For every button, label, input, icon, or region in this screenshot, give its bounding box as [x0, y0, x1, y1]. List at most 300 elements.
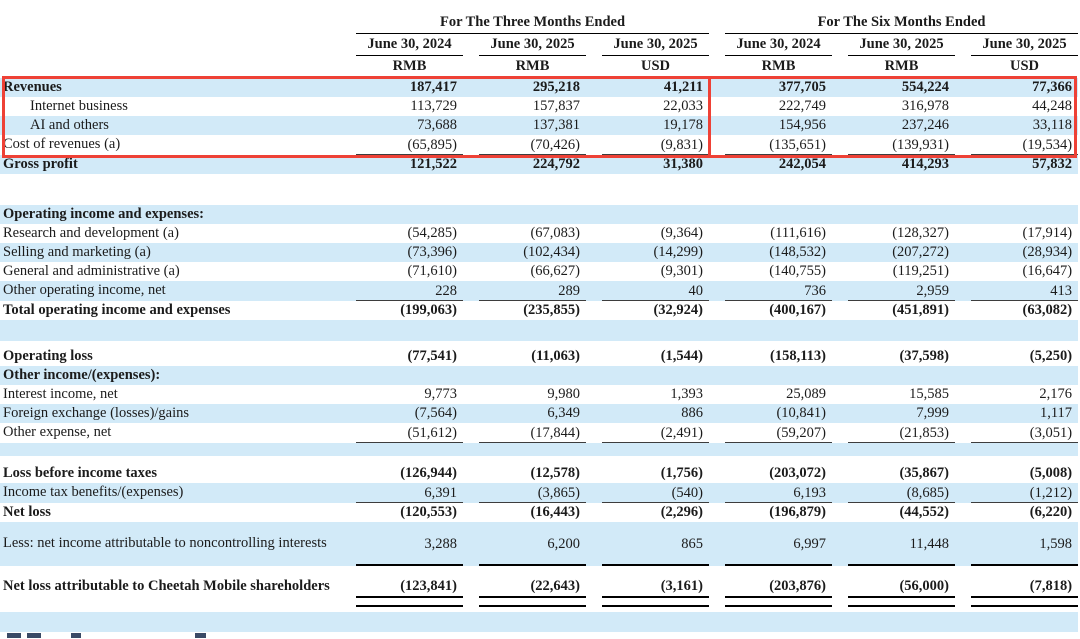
- cell-value: (7,564): [414, 405, 457, 421]
- value-cell: [832, 205, 955, 224]
- value-cell: [955, 243, 1078, 262]
- row-label: Income tax benefits/(expenses): [3, 484, 184, 501]
- table-row: [0, 522, 1078, 566]
- date-label: June 30, 2024: [356, 36, 463, 56]
- value-cell: [955, 155, 1078, 174]
- column-rule: [725, 442, 832, 443]
- spacer-row: [0, 612, 1078, 632]
- cell-value: (73,396): [407, 244, 457, 260]
- value-cell: [586, 155, 709, 174]
- value-cell: [586, 423, 709, 443]
- value-cell: [955, 205, 1078, 224]
- cell-value: (44,552): [899, 504, 949, 520]
- value-cell: [832, 423, 955, 443]
- cell-value: 73,688: [417, 117, 457, 133]
- value-cell: [709, 566, 832, 607]
- column-header-currency: [709, 56, 832, 78]
- value-cell: [955, 566, 1078, 607]
- cell-value: 2,959: [916, 282, 949, 299]
- cell-value: 377,705: [778, 79, 826, 95]
- table-row: [0, 566, 1078, 607]
- row-label: General and administrative (a): [3, 262, 180, 279]
- column-rule: [479, 442, 586, 443]
- cell-value: (102,434): [523, 244, 580, 260]
- value-cell: [586, 366, 709, 385]
- clipped-glyph-top: [27, 633, 41, 638]
- cell-value: (3,865): [537, 484, 580, 501]
- cell-value: (67,083): [530, 225, 580, 241]
- table-row: [0, 503, 1078, 522]
- value-cell: [463, 347, 586, 366]
- cell-value: 6,200: [547, 535, 580, 552]
- cell-value: 886: [681, 405, 703, 421]
- cell-value: (8,685): [906, 484, 949, 501]
- cell-value: 224,792: [532, 156, 580, 172]
- group-header-label: For The Three Months Ended: [356, 14, 709, 34]
- spacer-cell: [0, 174, 1078, 205]
- column-header-date: [463, 34, 586, 56]
- cell-value: (1,544): [660, 348, 703, 364]
- value-cell: [832, 366, 955, 385]
- value-cell: [832, 301, 955, 320]
- cell-value: 1,393: [670, 386, 703, 402]
- cell-value: (139,931): [892, 136, 949, 153]
- value-cell: [832, 483, 955, 503]
- value-cell: [955, 347, 1078, 366]
- cell-value: (12,578): [530, 465, 580, 481]
- value-cell: [955, 522, 1078, 566]
- value-cell: [832, 224, 955, 243]
- value-cell: [832, 503, 955, 522]
- value-cell: [340, 483, 463, 503]
- value-cell: [463, 224, 586, 243]
- row-label: Other expense, net: [3, 424, 112, 441]
- table-row: [0, 224, 1078, 243]
- cell-value: (9,301): [660, 263, 703, 279]
- cell-value: (63,082): [1022, 302, 1073, 318]
- value-cell: [832, 522, 955, 566]
- column-rule: [356, 442, 463, 443]
- cell-value: (128,327): [892, 225, 949, 241]
- value-cell: [463, 566, 586, 607]
- column-rule: [602, 442, 709, 443]
- value-cell: [832, 404, 955, 423]
- value-cell: [340, 301, 463, 320]
- cell-value: 1,598: [1039, 535, 1073, 552]
- value-cell: [586, 205, 709, 224]
- cell-value: (3,161): [660, 578, 703, 594]
- cell-value: (65,895): [407, 136, 457, 153]
- value-cell: [709, 116, 832, 135]
- value-cell: [340, 423, 463, 443]
- value-cell: [586, 385, 709, 404]
- cell-value: (14,299): [653, 244, 703, 260]
- value-cell: [832, 281, 955, 301]
- spacer-row: [0, 443, 1078, 456]
- value-cell: [586, 262, 709, 281]
- cell-value: 154,956: [778, 117, 826, 133]
- row-label: Operating loss: [3, 347, 93, 364]
- column-rule: [602, 596, 709, 607]
- cell-value: (196,879): [769, 504, 826, 520]
- cell-value: 41,211: [663, 79, 703, 95]
- value-cell: [832, 116, 955, 135]
- table-header: [0, 12, 1078, 78]
- value-cell: [709, 522, 832, 566]
- column-header-currency: [586, 56, 709, 78]
- value-cell: [709, 423, 832, 443]
- value-cell: [955, 464, 1078, 483]
- value-cell: [463, 464, 586, 483]
- value-cell: [463, 522, 586, 566]
- spacer-cell: [0, 443, 1078, 456]
- currency-label: USD: [640, 58, 670, 74]
- cell-value: 33,118: [1032, 117, 1073, 133]
- cell-value: (203,072): [769, 465, 826, 481]
- currency-label: RMB: [761, 58, 796, 74]
- cell-value: (2,491): [660, 424, 703, 441]
- group-header-row: [0, 12, 1078, 34]
- currency-label: RMB: [884, 58, 919, 74]
- value-cell: [709, 483, 832, 503]
- value-cell: [832, 347, 955, 366]
- cell-value: (1,212): [1029, 484, 1073, 501]
- value-cell: [955, 423, 1078, 443]
- cell-value: 865: [681, 535, 703, 552]
- cell-value: (22,643): [530, 578, 580, 594]
- cell-value: (111,616): [770, 225, 826, 241]
- value-cell: [709, 464, 832, 483]
- value-cell: [340, 135, 463, 155]
- value-cell: [832, 97, 955, 116]
- row-label: Total operating income and expenses: [3, 301, 231, 318]
- row-label: AI and others: [30, 116, 109, 133]
- column-header-date: [340, 34, 463, 56]
- row-label: Interest income, net: [3, 385, 118, 402]
- row-label: Gross profit: [3, 155, 78, 172]
- value-cell: [463, 116, 586, 135]
- value-cell: [463, 97, 586, 116]
- cell-value: 157,837: [532, 98, 580, 114]
- cell-value: 242,054: [778, 156, 826, 172]
- value-cell: [709, 366, 832, 385]
- value-cell: [340, 224, 463, 243]
- value-cell: [586, 97, 709, 116]
- clipped-glyph-top: [71, 633, 81, 638]
- column-header-currency: [340, 56, 463, 78]
- cell-value: (56,000): [899, 578, 949, 594]
- value-cell: [586, 404, 709, 423]
- value-cell: [340, 503, 463, 522]
- row-label: Net loss: [3, 503, 51, 520]
- value-cell: [709, 135, 832, 155]
- value-cell: [832, 464, 955, 483]
- cell-value: (158,113): [770, 348, 826, 364]
- date-label: June 30, 2025: [971, 36, 1078, 56]
- cell-value: 11,448: [909, 535, 949, 552]
- cell-value: (9,831): [660, 136, 703, 153]
- value-cell: [955, 483, 1078, 503]
- spacer-cell: [0, 456, 1078, 464]
- column-header-currency: [463, 56, 586, 78]
- spacer-cell: [0, 320, 1078, 341]
- cell-value: (9,364): [660, 225, 703, 241]
- table-row: [0, 385, 1078, 404]
- cell-value: 40: [688, 282, 703, 299]
- value-cell: [586, 281, 709, 301]
- value-cell: [586, 116, 709, 135]
- cell-value: 121,522: [409, 156, 457, 172]
- value-cell: [955, 404, 1078, 423]
- cell-value: 113,729: [410, 98, 457, 114]
- table-row: [0, 155, 1078, 174]
- value-cell: [955, 224, 1078, 243]
- cell-value: 237,246: [901, 117, 949, 133]
- value-cell: [340, 281, 463, 301]
- cell-value: (28,934): [1022, 244, 1073, 260]
- cell-value: 7,999: [916, 405, 949, 421]
- value-cell: [586, 347, 709, 366]
- row-label: Loss before income taxes: [3, 464, 157, 481]
- value-cell: [586, 483, 709, 503]
- value-cell: [709, 281, 832, 301]
- cell-value: (59,207): [776, 424, 826, 441]
- value-cell: [463, 483, 586, 503]
- cell-value: (2,296): [660, 504, 703, 520]
- cell-value: (54,285): [407, 225, 457, 241]
- value-cell: [955, 301, 1078, 320]
- cell-value: (7,818): [1029, 578, 1073, 594]
- row-label: Selling and marketing (a): [3, 243, 151, 260]
- date-label: June 30, 2025: [479, 36, 586, 56]
- value-cell: [955, 281, 1078, 301]
- cell-value: 413: [1050, 282, 1073, 299]
- cell-value: 6,391: [424, 484, 457, 501]
- empty-header-cell: [0, 34, 340, 56]
- column-header-date: [955, 34, 1078, 56]
- cell-value: 2,176: [1039, 386, 1073, 402]
- cell-value: (5,008): [1029, 465, 1073, 481]
- column-rule: [356, 596, 463, 607]
- cell-value: (19,534): [1022, 136, 1073, 153]
- value-cell: [340, 566, 463, 607]
- cell-value: 554,224: [901, 79, 949, 95]
- cell-value: 9,773: [424, 386, 457, 402]
- cell-value: (140,755): [769, 263, 826, 279]
- clipped-glyph-top: [7, 633, 21, 638]
- cell-value: (6,220): [1029, 504, 1073, 520]
- table-row: [0, 366, 1078, 385]
- column-header-date: [709, 34, 832, 56]
- table-row: [0, 205, 1078, 224]
- cell-value: 187,417: [409, 79, 457, 95]
- table-row: [0, 281, 1078, 301]
- value-cell: [832, 243, 955, 262]
- cell-value: 1,117: [1039, 405, 1073, 421]
- cell-value: (70,426): [530, 136, 580, 153]
- row-label: Internet business: [30, 97, 128, 114]
- spacer-row: [0, 174, 1078, 205]
- table-row: [0, 116, 1078, 135]
- date-header-row: [0, 34, 1078, 56]
- cell-value: 57,832: [1032, 156, 1073, 172]
- date-label: June 30, 2024: [725, 36, 832, 56]
- value-cell: [586, 301, 709, 320]
- empty-header-cell: [0, 56, 340, 78]
- value-cell: [340, 243, 463, 262]
- table-row: [0, 347, 1078, 366]
- column-rule: [848, 442, 955, 443]
- value-cell: [463, 503, 586, 522]
- empty-header-cell: [0, 12, 340, 34]
- value-cell: [709, 97, 832, 116]
- value-cell: [709, 205, 832, 224]
- value-cell: [340, 262, 463, 281]
- row-label: Other income/(expenses):: [3, 366, 161, 383]
- cell-value: (451,891): [892, 302, 949, 318]
- value-cell: [709, 347, 832, 366]
- cell-value: 15,585: [909, 386, 949, 402]
- column-header-date: [832, 34, 955, 56]
- cell-value: (51,612): [407, 424, 457, 441]
- value-cell: [709, 301, 832, 320]
- column-header-currency: [832, 56, 955, 78]
- cell-value: (21,853): [899, 424, 949, 441]
- cell-value: (16,647): [1022, 263, 1073, 279]
- currency-label: USD: [1010, 58, 1040, 74]
- value-cell: [832, 135, 955, 155]
- cell-value: (235,855): [523, 302, 580, 318]
- value-cell: [340, 347, 463, 366]
- value-cell: [463, 262, 586, 281]
- group-header-label: For The Six Months Ended: [725, 14, 1078, 34]
- group-header-six-months: [709, 12, 1078, 34]
- cell-value: (32,924): [653, 302, 703, 318]
- value-cell: [955, 78, 1078, 97]
- value-cell: [832, 78, 955, 97]
- cell-value: (400,167): [769, 302, 826, 318]
- value-cell: [955, 116, 1078, 135]
- table-row: [0, 464, 1078, 483]
- row-label: Cost of revenues (a): [3, 136, 121, 153]
- cell-value: (37,598): [899, 348, 949, 364]
- cell-value: 228: [435, 282, 457, 299]
- cell-value: (5,250): [1029, 348, 1073, 364]
- cell-value: (120,553): [400, 504, 457, 520]
- cell-value: 295,218: [532, 79, 580, 95]
- value-cell: [340, 78, 463, 97]
- value-cell: [832, 262, 955, 281]
- cell-value: 222,749: [778, 98, 826, 114]
- cell-value: 6,997: [793, 535, 826, 552]
- cell-value: 289: [558, 282, 580, 299]
- value-cell: [586, 78, 709, 97]
- value-cell: [340, 404, 463, 423]
- cell-value: 22,033: [663, 98, 703, 114]
- value-cell: [586, 224, 709, 243]
- value-cell: [340, 116, 463, 135]
- cell-value: 137,381: [532, 117, 580, 133]
- value-cell: [955, 135, 1078, 155]
- value-cell: [463, 243, 586, 262]
- value-cell: [709, 78, 832, 97]
- value-cell: [463, 205, 586, 224]
- table-row: [0, 78, 1078, 97]
- date-label: June 30, 2025: [848, 36, 955, 56]
- spacer-row: [0, 456, 1078, 464]
- value-cell: [340, 205, 463, 224]
- value-cell: [463, 78, 586, 97]
- row-label: Other operating income, net: [3, 282, 166, 299]
- row-label: Net loss attributable to Cheetah Mobile shareholders: [3, 577, 330, 594]
- currency-label: RMB: [392, 58, 427, 74]
- column-header-date: [586, 34, 709, 56]
- spacer-row: [0, 320, 1078, 341]
- value-cell: [832, 155, 955, 174]
- cell-value: (119,251): [892, 263, 949, 279]
- value-cell: [955, 366, 1078, 385]
- row-label: Foreign exchange (losses)/gains: [3, 404, 190, 421]
- column-rule: [971, 596, 1078, 607]
- table-row: [0, 97, 1078, 116]
- cell-value: 414,293: [901, 156, 949, 172]
- table-row: [0, 301, 1078, 320]
- cell-value: 19,178: [663, 117, 703, 133]
- value-cell: [709, 503, 832, 522]
- currency-label: RMB: [515, 58, 550, 74]
- column-header-currency: [955, 56, 1078, 78]
- cell-value: 316,978: [901, 98, 949, 114]
- currency-header-row: [0, 56, 1078, 78]
- table-body: [0, 78, 1078, 632]
- value-cell: [340, 464, 463, 483]
- cell-value: 6,193: [793, 484, 826, 501]
- cell-value: (1,756): [660, 465, 703, 481]
- cell-value: (203,876): [769, 578, 826, 594]
- value-cell: [586, 503, 709, 522]
- value-cell: [463, 385, 586, 404]
- cell-value: (3,051): [1029, 424, 1073, 441]
- cell-value: (66,627): [530, 263, 580, 279]
- cell-value: (123,841): [400, 578, 457, 594]
- cell-value: (11,063): [531, 348, 580, 364]
- cell-value: (17,914): [1022, 225, 1073, 241]
- value-cell: [463, 423, 586, 443]
- value-cell: [586, 522, 709, 566]
- cell-value: 6,349: [547, 405, 580, 421]
- value-cell: [463, 155, 586, 174]
- value-cell: [586, 464, 709, 483]
- value-cell: [709, 155, 832, 174]
- cell-value: (126,944): [400, 465, 457, 481]
- value-cell: [463, 281, 586, 301]
- value-cell: [340, 385, 463, 404]
- cell-value: (199,063): [400, 302, 457, 318]
- table-row: [0, 423, 1078, 443]
- cell-value: (71,610): [407, 263, 457, 279]
- table-row: [0, 483, 1078, 503]
- clipped-glyph-top: [195, 633, 206, 638]
- income-statement-table: [0, 12, 1078, 632]
- column-rule: [725, 596, 832, 607]
- cell-value: (540): [671, 484, 703, 501]
- cell-value: 44,248: [1032, 98, 1073, 114]
- cell-value: (207,272): [892, 244, 949, 260]
- cell-value: (10,841): [776, 405, 826, 421]
- cell-value: 77,366: [1032, 79, 1073, 95]
- value-cell: [463, 301, 586, 320]
- cell-value: 9,980: [547, 386, 580, 402]
